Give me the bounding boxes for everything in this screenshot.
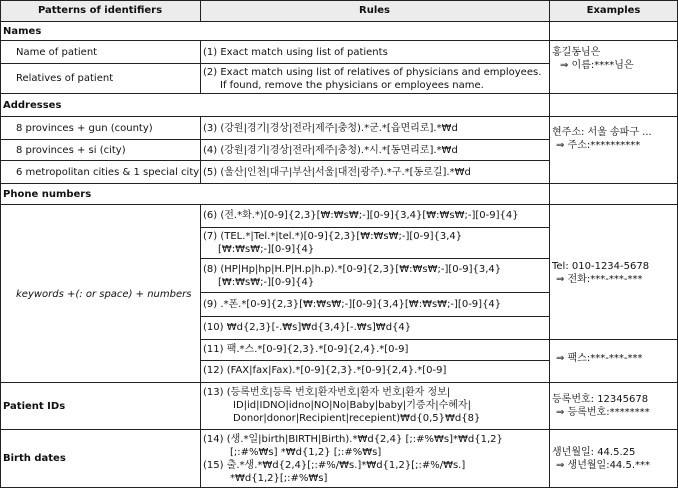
divider (0, 382, 678, 383)
section-addresses: Addresses (3, 100, 62, 111)
rule-7-line-1: (7) (TEL.*|Tel.*|tel.*)[0-9]{2,3}[₩:₩s₩;-][0-9]{3,4} (203, 231, 463, 242)
rule-15-line-1: (15) 출.*생.*₩d{2,4}[;:#%/₩s.]*₩d{1,2}[;:#%/₩s.] (203, 460, 466, 471)
section-names: Names (3, 26, 42, 37)
rule-9: (9) .*폰.*[0-9]{2,3}[₩:₩s₩;-][0-9]{3,4}[₩:₩s₩;-][0-9]{4} (203, 299, 502, 310)
address-example-line-2: ⇒ 주소:********** (556, 140, 641, 151)
column-divider (549, 0, 550, 488)
phone-pattern: keywords +(: or space) + numbers (16, 289, 192, 300)
rule-13-line-3: Donor|donor|Recipient|recepient)₩d{0,5}₩d{8} (233, 413, 481, 424)
rule-1: (1) Exact match using list of patients (203, 47, 388, 58)
divider (0, 93, 678, 94)
divider (200, 227, 549, 228)
rule-13-line-2: ID|id|IDNO|idno|NO|No|Baby|baby|기증자|수혜자| (233, 400, 471, 411)
rule-14-line-2: [;:#%₩s] *₩d{1,2} [;:#%₩s] (230, 447, 382, 458)
divider (200, 258, 549, 259)
name-of-patient: Name of patient (16, 47, 98, 58)
rule-3: (3) (강원|경기|경상|전라|제주|충청).*군.*[읍면리로].*₩d (203, 123, 458, 134)
rule-2-line-1: (2) Exact match using list of relatives of physicians and employees. (203, 67, 542, 78)
patient-id-example-line-2: ⇒ 등록번호:******** (556, 407, 650, 418)
divider (0, 63, 549, 64)
rule-7-line-2: [₩:₩s₩;-][0-9]{4} (218, 244, 315, 255)
divider (200, 339, 678, 340)
names-example-line-2: ⇒ 이름:****님은 (560, 60, 634, 71)
divider (0, 21, 678, 22)
phone-example-line-1: Tel: 010-1234-5678 (552, 261, 650, 272)
birth-date-example-line-2: ⇒ 생년월일:44.5.*** (556, 460, 651, 471)
address-gun: 8 provinces + gun (county) (16, 123, 153, 134)
divider (0, 139, 549, 140)
rule-15-line-2: *₩d{1,2}[;:#%₩s] (230, 473, 328, 484)
divider (0, 429, 678, 430)
address-metro: 6 metropolitan cities & 1 special city (16, 167, 200, 178)
header-rules: Rules (359, 5, 390, 16)
border-top (0, 0, 678, 1)
divider (0, 160, 549, 161)
border-left (0, 0, 1, 488)
divider (0, 204, 678, 205)
divider (200, 316, 549, 317)
rule-4: (4) (강원|경기|경상|전라|제주|충청).*시.*[동면리로].*₩d (203, 145, 458, 156)
rule-2-line-2: If found, remove the physicians or employees name. (220, 80, 484, 91)
rule-10: (10) ₩d{2,3}[-.₩s]₩d{3,4}[-.₩s]₩d{4} (203, 322, 412, 333)
rule-8-line-2: [₩:₩s₩;-][0-9]{4} (218, 277, 315, 288)
rule-6: (6) (전.*화.*)[0-9]{2,3}[₩:₩s₩;-][0-9]{3,4}[₩:₩s₩;-][0-9]{4} (203, 210, 519, 221)
fax-example: ⇒ 팩스:***-***-*** (556, 353, 643, 364)
relatives-of-patient: Relatives of patient (16, 73, 114, 84)
rule-14-line-1: (14) (생.*일|birth|BIRTH|Birth).*₩d{2,4} [;:#%₩s]*₩d{1,2} (203, 434, 503, 445)
divider (0, 40, 678, 41)
rule-8-line-1: (8) (HP|Hp|hp|H.P|H.p|h.p).*[0-9]{2,3}[₩:₩s₩;-][0-9]{3,4} (203, 264, 502, 275)
rule-5: (5) (울산|인천|대구|부산|서울|대전|광주).*구.*[동로길].*₩d (203, 167, 471, 178)
rule-13-line-1: (13) (등록번호|등록 번호|환자번호|환자 번호|환자 정보| (203, 387, 451, 398)
phone-example-line-2: ⇒ 전화:***-***-*** (556, 274, 643, 285)
header-patterns: Patterns of identifiers (37, 5, 163, 16)
section-birth-dates: Birth dates (3, 453, 66, 464)
rule-11: (11) 팩.*스.*[0-9]{2,3}.*[0-9]{2,4}.*[0-9] (203, 344, 409, 355)
column-divider (200, 116, 201, 183)
rule-12: (12) (FAX|fax|Fax).*[0-9]{2,3}.*[0-9]{2,4}.*[0-9] (203, 365, 447, 376)
names-example-line-1: 홍길동님은 (552, 47, 601, 58)
patient-id-example-line-1: 등록번호: 12345678 (552, 394, 649, 405)
column-divider (200, 40, 201, 93)
divider (0, 183, 678, 184)
address-example-line-1: 현주소: 서울 송파구 ... (552, 127, 652, 138)
divider (0, 116, 678, 117)
column-divider (200, 204, 201, 488)
divider (200, 360, 549, 361)
section-phone: Phone numbers (3, 189, 92, 200)
address-si: 8 provinces + si (city) (16, 145, 126, 156)
divider (200, 292, 549, 293)
header-examples: Examples (586, 5, 641, 16)
birth-date-example-line-1: 생년월일: 44.5.25 (552, 447, 636, 458)
section-patient-ids: Patient IDs (3, 401, 66, 412)
